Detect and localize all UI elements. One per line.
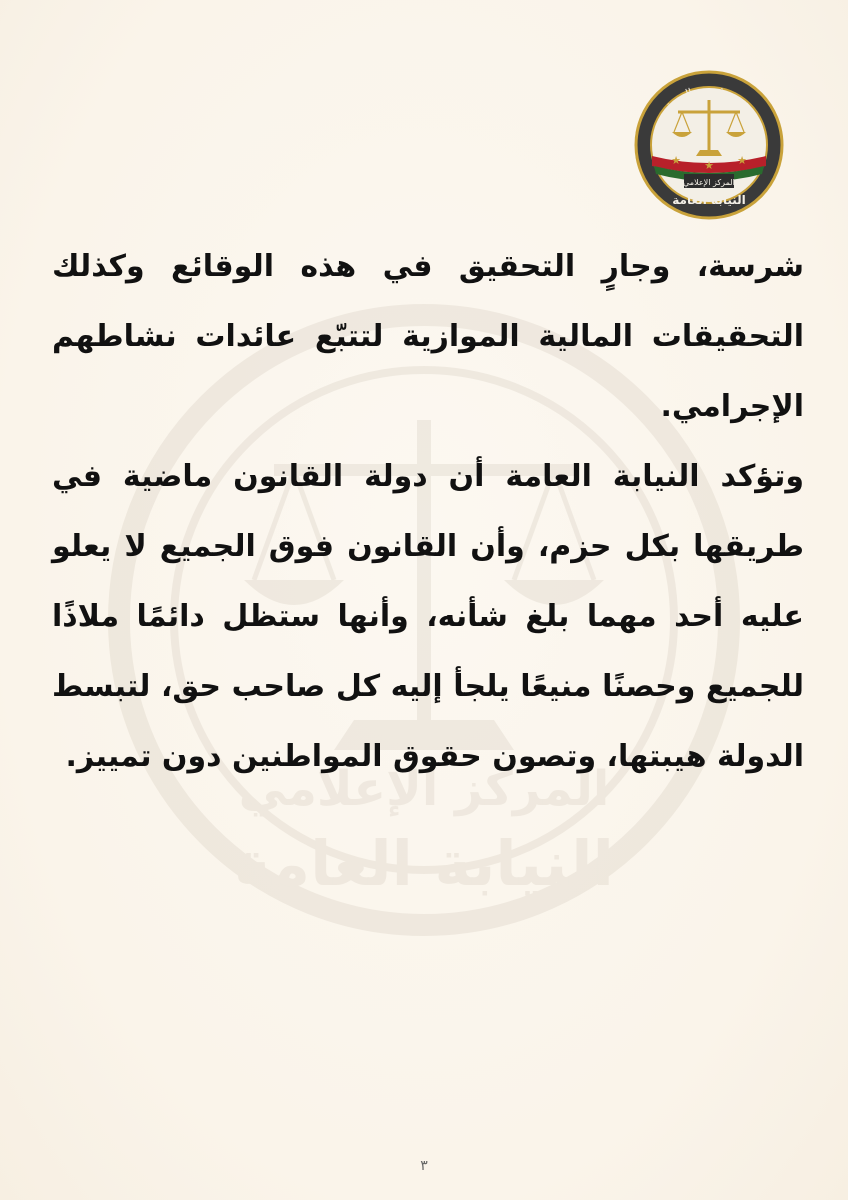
svg-text:★: ★: [671, 154, 681, 167]
document-body: [52, 232, 804, 792]
watermark-center-text: المركز الإعلامي: [238, 761, 610, 817]
seal-top-text: جمهورية مصر العربية: [664, 83, 754, 112]
watermark-bottom-text: النيابة العامة: [234, 827, 614, 900]
page-number: ٣: [420, 1158, 428, 1174]
svg-text:★: ★: [737, 154, 747, 167]
seal-bottom-text: النيابة العامة: [672, 193, 746, 207]
paragraph-1: شرسة، وجارٍ التحقيق في هذه الوقائع وكذلك التحقيقات المالية الموازية لتتبّع عائدات نشاطهم الإجرامي.: [52, 249, 804, 424]
paragraph-2: وتؤكد النيابة العامة أن دولة القانون ماضية في طريقها بكل حزم، وأن القانون فوق الجميع لا يعلو عليه أحد مهما بلغ شأنه، وأنها ستظل دائمًا ملاذًا للجميع وحصنًا منيعًا يلجأ إليه كل صاحب حق، لتبسط الدولة هيبتها، وتصون حقوق المواطنين دون تمييز.: [52, 459, 804, 774]
seal-center-text: المركز الإعلامي: [683, 178, 735, 187]
svg-text:★: ★: [704, 159, 714, 172]
prosecution-seal-logo: [634, 70, 784, 220]
